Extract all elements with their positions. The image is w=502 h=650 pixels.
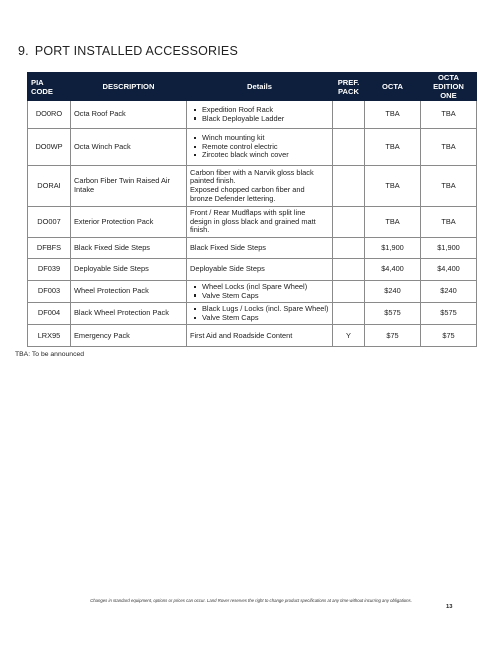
header-description: DESCRIPTION <box>71 73 187 101</box>
section-number: 9. <box>18 44 29 58</box>
cell-code: DORAI <box>28 166 71 207</box>
table-row <box>28 281 477 303</box>
table-row <box>28 101 477 129</box>
section-title: PORT INSTALLED ACCESSORIES <box>34 44 239 58</box>
cell-description: Wheel Protection Pack <box>71 281 187 303</box>
detail-item: Winch mounting kit <box>202 134 329 143</box>
table-row <box>28 238 477 259</box>
detail-item: Valve Stem Caps <box>202 314 329 323</box>
detail-item: Valve Stem Caps <box>202 292 329 301</box>
cell-octa: $240 <box>365 281 421 303</box>
cell-octa: $1,900 <box>365 238 421 259</box>
detail-item: Black Deployable Ladder <box>202 115 329 124</box>
detail-text: Exposed chopped carbon fiber and bronze Defender lettering. <box>190 185 305 203</box>
page-number: 13 <box>446 604 453 610</box>
cell-octa: TBA <box>365 101 421 129</box>
header-details: Details <box>187 73 333 101</box>
accessories-table <box>27 72 477 347</box>
cell-details <box>187 166 333 207</box>
cell-pref-pack <box>333 281 365 303</box>
cell-details <box>187 207 333 238</box>
cell-octa: TBA <box>365 166 421 207</box>
detail-item: Expedition Roof Rack <box>202 106 329 115</box>
tba-note: TBA: To be announced <box>15 351 85 358</box>
cell-description: Emergency Pack <box>71 325 187 347</box>
detail-text: First Aid and Roadside Content <box>190 330 293 340</box>
cell-edition-one: $1,900 <box>421 238 477 259</box>
cell-details <box>187 259 333 281</box>
cell-edition-one: $4,400 <box>421 259 477 281</box>
cell-edition-one: $75 <box>421 325 477 347</box>
cell-octa: $575 <box>365 303 421 325</box>
cell-description: Octa Roof Pack <box>71 101 187 129</box>
cell-octa: $75 <box>365 325 421 347</box>
cell-edition-one: TBA <box>421 166 477 207</box>
detail-text: Carbon fiber with a Narvik gloss black painted finish. <box>190 167 314 186</box>
cell-edition-one: TBA <box>421 129 477 166</box>
cell-description: Octa Winch Pack <box>71 129 187 166</box>
cell-edition-one: TBA <box>421 207 477 238</box>
cell-description: Carbon Fiber Twin Raised Air Intake <box>71 166 187 207</box>
header-pref-pack: PREF. PACK <box>333 73 365 101</box>
detail-item: Wheel Locks (incl Spare Wheel) <box>202 283 329 292</box>
cell-pref-pack <box>333 259 365 281</box>
detail-item: Black Lugs / Locks (incl. Spare Wheel) <box>202 304 329 314</box>
table-row <box>28 129 477 166</box>
cell-code: DO0WP <box>28 129 71 166</box>
table-row <box>28 325 477 347</box>
cell-pref-pack <box>333 238 365 259</box>
cell-details <box>187 281 333 303</box>
cell-pref-pack <box>333 303 365 325</box>
table-row <box>28 303 477 325</box>
table-row <box>28 207 477 238</box>
cell-code: DF004 <box>28 303 71 325</box>
cell-pref-pack <box>333 129 365 166</box>
detail-item: Zircotec black winch cover <box>202 151 329 160</box>
table-row <box>28 259 477 281</box>
header-edition-one: OCTA EDITION ONE <box>421 73 477 101</box>
cell-octa: TBA <box>365 129 421 166</box>
header-pia-code: PIA CODE <box>28 73 71 101</box>
detail-text: Deployable Side Steps <box>190 264 265 274</box>
cell-description: Exterior Protection Pack <box>71 207 187 238</box>
cell-code: DFBFS <box>28 238 71 259</box>
cell-details <box>187 129 333 166</box>
table-row <box>28 166 477 207</box>
table-header-row <box>28 73 477 101</box>
header-octa: OCTA <box>365 73 421 101</box>
cell-details <box>187 238 333 259</box>
cell-description: Deployable Side Steps <box>71 259 187 281</box>
cell-edition-one: $575 <box>421 303 477 325</box>
footer-disclaimer: Changes in standard equipment, options or prices can occur. Land Rover reserves the right to change product specifications at any time without incurring any obligations. <box>90 598 412 603</box>
detail-text: Black Fixed Side Steps <box>190 242 266 252</box>
cell-edition-one: $240 <box>421 281 477 303</box>
cell-pref-pack <box>333 101 365 129</box>
cell-code: DO007 <box>28 207 71 238</box>
cell-pref-pack: Y <box>333 325 365 347</box>
detail-text: Front / Rear Mudflaps with split line design in gloss black and grained matt finish. <box>190 208 316 235</box>
cell-details <box>187 101 333 129</box>
cell-code: DO0RO <box>28 101 71 129</box>
cell-edition-one: TBA <box>421 101 477 129</box>
cell-octa: $4,400 <box>365 259 421 281</box>
cell-details <box>187 303 333 325</box>
cell-octa: TBA <box>365 207 421 238</box>
cell-code: DF003 <box>28 281 71 303</box>
cell-pref-pack <box>333 166 365 207</box>
section-heading <box>18 44 238 58</box>
cell-pref-pack <box>333 207 365 238</box>
cell-details <box>187 325 333 347</box>
cell-description: Black Fixed Side Steps <box>71 238 187 259</box>
cell-code: DF039 <box>28 259 71 281</box>
cell-code: LRX95 <box>28 325 71 347</box>
cell-description: Black Wheel Protection Pack <box>71 303 187 325</box>
detail-item: Remote control electric <box>202 143 329 152</box>
